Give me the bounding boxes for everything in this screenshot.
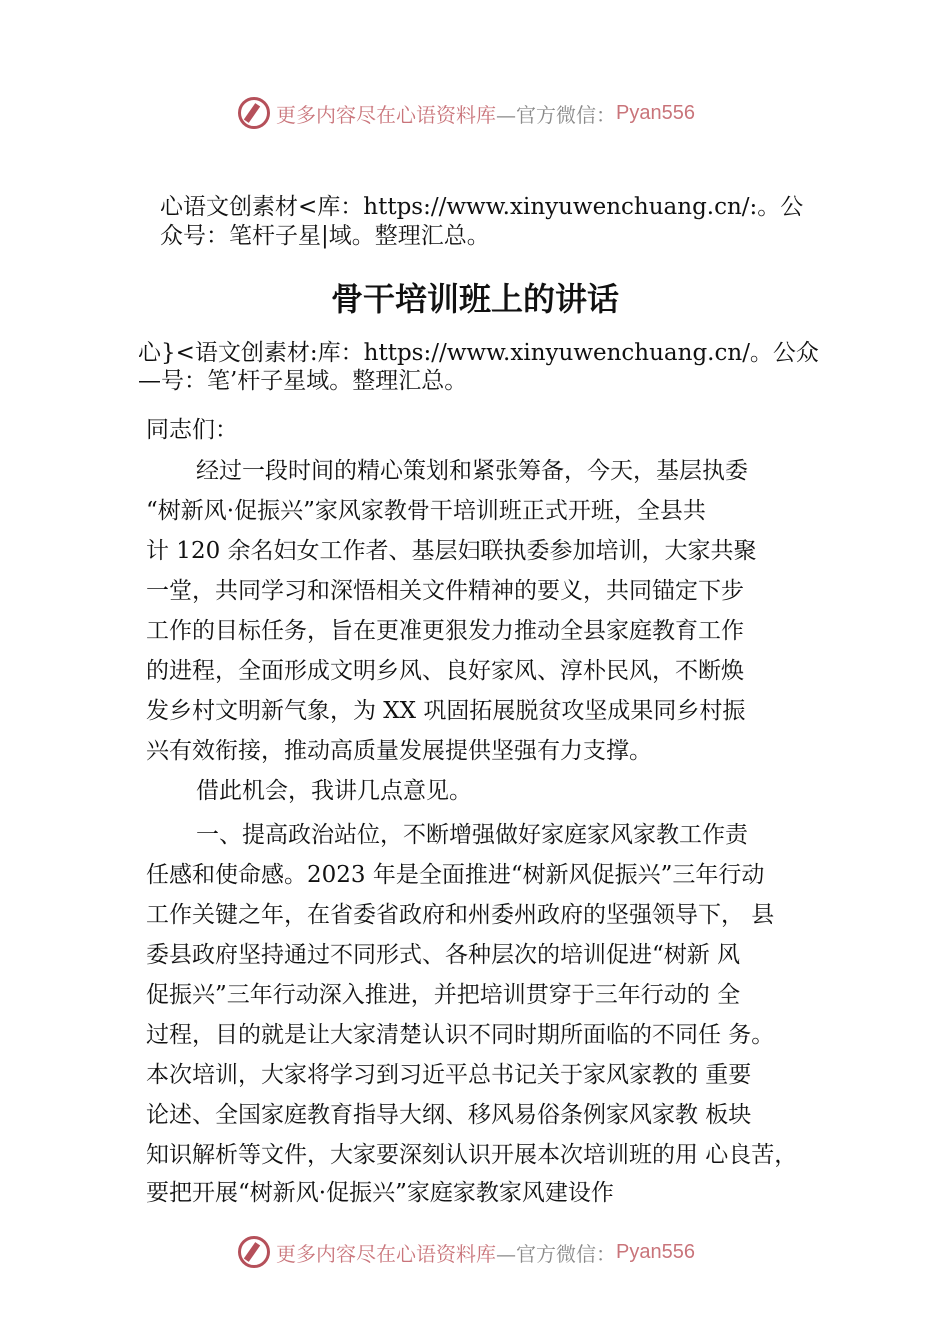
- section-heading-line: 一、提高政治站位，不断增强做好家庭家风家教工作责: [196, 822, 748, 848]
- source-line: 众号：笔杆子星|域。整理汇总。: [160, 223, 490, 249]
- source-line: 心}<语文创素材:库：https://www.xinyuwenchuang.cn/。公众: [138, 340, 819, 366]
- body-line: 要把开展“树新风·促振兴”家庭家教家风建设作: [146, 1180, 614, 1206]
- footer-watermark: [238, 1232, 695, 1272]
- watermark-text: 更多内容尽在心语资料库: [276, 102, 496, 127]
- body-line: 委县政府坚持通过不同形式、各种层次的培训促进“树新 风: [146, 942, 741, 968]
- body-line: “树新风·促振兴”家风家教骨干培训班正式开班，全县共: [146, 498, 706, 524]
- body-line: 经过一段时间的精心策划和紧张筹备，今天，基层执委: [196, 458, 748, 484]
- body-line: 借此机会，我讲几点意见。: [196, 778, 472, 804]
- body-line: 发乡村文明新气象，为 XX 巩固拓展脱贫攻坚成果同乡村振: [146, 698, 746, 724]
- watermark-text: 更多内容尽在心语资料库: [276, 1241, 496, 1266]
- pen-logo-icon: [238, 1236, 270, 1268]
- body-line: 任感和使命感。2023 年是全面推进“树新风促振兴”三年行动: [146, 862, 765, 888]
- watermark-wechat-label: —官方微信：: [496, 102, 616, 127]
- source-line: —号：笔’杆子星域。整理汇总。: [138, 368, 468, 394]
- body-line: 兴有效衔接，推动高质量发展提供坚强有力支撑。: [146, 738, 652, 764]
- body-line: 本次培训，大家将学习到习近平总书记关于家风家教的 重要: [146, 1062, 752, 1088]
- source-line: 心语文创素材<库：https://www.xinyuwenchuang.cn/:。公: [160, 194, 804, 220]
- document-title: 骨干培训班上的讲话: [330, 280, 619, 318]
- body-line: 的进程，全面形成文明乡风、良好家风、淳朴民风，不断焕: [146, 658, 744, 684]
- watermark-wechat-id: Pyan556: [616, 1240, 695, 1263]
- body-line: 促振兴”三年行动深入推进，并把培训贯穿于三年行动的 全: [146, 982, 741, 1008]
- body-line: 知识解析等文件，大家要深刻认识开展本次培训班的用 心良苦，: [146, 1142, 798, 1168]
- body-line: 一堂，共同学习和深悟相关文件精神的要义，共同锚定下步: [146, 578, 744, 604]
- body-line: 工作关键之年，在省委省政府和州委州政府的坚强领导下， 县: [146, 902, 775, 928]
- body-line: 过程，目的就是让大家清楚认识不同时期所面临的不同任 务。: [146, 1022, 775, 1048]
- watermark-wechat-label: —官方微信：: [496, 1241, 616, 1266]
- header-watermark: [238, 93, 695, 133]
- pen-logo-icon: [238, 97, 270, 129]
- body-line: 工作的目标任务，旨在更准更狠发力推动全县家庭教育工作: [146, 618, 744, 644]
- watermark-wechat-id: Pyan556: [616, 101, 695, 124]
- body-line: 论述、全国家庭教育指导大纲、移风易俗条例家风家教 板块: [146, 1102, 752, 1128]
- body-line: 计 120 余名妇女工作者、基层妇联执委参加培训，大家共聚: [146, 538, 757, 564]
- salutation: 同志们：: [146, 417, 238, 443]
